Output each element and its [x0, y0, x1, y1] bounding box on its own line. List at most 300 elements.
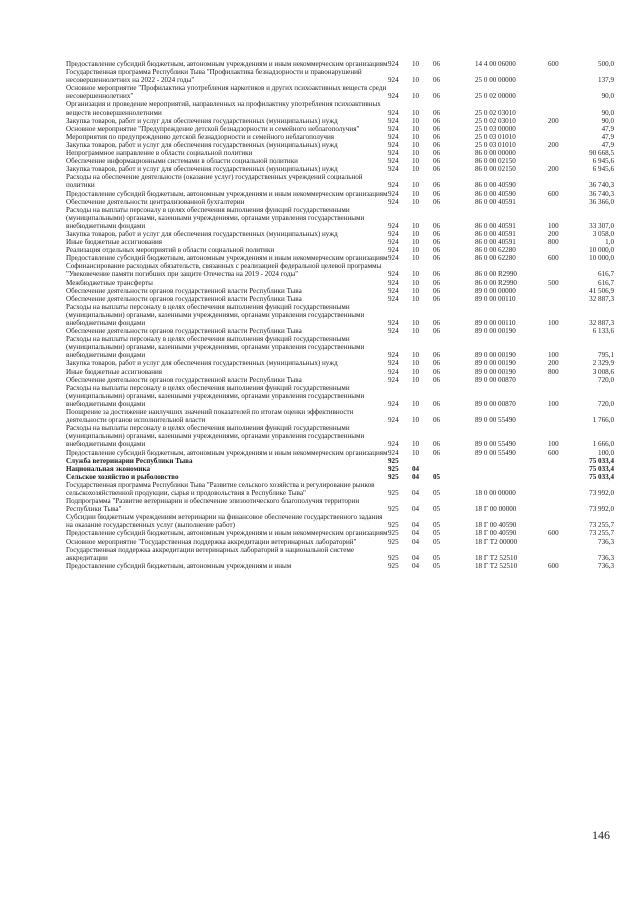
target-article-cell: 89 0 00 00870 [475, 375, 516, 384]
ministry-code-cell: 924 [388, 359, 399, 368]
amount-cell: 3 058,0 [592, 229, 614, 238]
subsection-code-cell [433, 465, 475, 473]
table-row [66, 60, 614, 68]
target-article-cell: 25 0 03 00000 [475, 124, 516, 133]
table-row [66, 384, 614, 408]
expense-name-cell: Предоставление субсидий бюджетным, автономным учреждениям и иным некоммерческим организациям [66, 189, 388, 198]
subsection-code-cell: 06 [433, 149, 441, 158]
table-row [66, 368, 614, 376]
expense-name-cell: Расходы на обеспечение деятельности (оказание услуг) государственных учреждений социальной политики [66, 173, 363, 190]
section-code-cell: 04 [412, 505, 420, 514]
amount-cell: 41 506,9 [589, 286, 614, 295]
amount-cell: 75 033,4 [589, 472, 614, 481]
expense-type-cell [548, 538, 579, 546]
expense-name-cell: Расходы на выплаты персоналу в целях обеспечения выполнения функций государственными (муниципальными) органами, казенными учреждениями, органами управления государственными внебюджетными фондами [66, 424, 365, 449]
ministry-code-cell: 925 [388, 561, 399, 570]
subsection-code-cell: 06 [433, 189, 441, 198]
subsection-code-cell: 05 [433, 521, 441, 530]
amount-cell: 6 945,6 [592, 157, 614, 166]
amount-cell: 10 000,0 [589, 246, 614, 255]
expense-type-cell: 100 [548, 399, 559, 408]
expense-name-cell: Государственная программа Республики Тыва "Развитие сельского хозяйства и регулирование рынков сельскохозяйственной продукции, сырья и продовольствия в Республике Тыва" [66, 480, 375, 497]
subsection-code-cell: 06 [433, 399, 441, 408]
table-row [66, 279, 614, 287]
expense-name-cell: Иные бюджетные ассигнования [66, 367, 163, 376]
expense-type-cell: 100 [548, 221, 559, 230]
subsection-code-cell: 06 [433, 319, 441, 327]
target-article-cell: 86 0 00 40591 [475, 197, 516, 206]
ministry-code-cell: 924 [388, 149, 399, 158]
target-article-cell: 89 0 00 00110 [475, 294, 516, 303]
target-article-cell: 86 0 00 R2990 [475, 270, 517, 279]
ministry-code-cell: 924 [388, 124, 399, 133]
section-code-cell: 10 [412, 416, 420, 425]
subsection-code-cell: 06 [433, 108, 441, 117]
target-article-cell: 89 0 00 55490 [475, 448, 516, 457]
subsection-code-cell: 06 [433, 238, 441, 247]
target-article-cell: 18 Г 00 40590 [475, 529, 517, 538]
target-article-cell: 89 0 00 55490 [475, 440, 516, 449]
ministry-code-cell: 925 [388, 464, 399, 473]
amount-cell: 90,0 [601, 108, 614, 117]
subsection-code-cell: 06 [433, 254, 441, 263]
expense-type-cell: 600 [548, 529, 559, 538]
table-row [66, 117, 614, 125]
ministry-code-cell: 925 [388, 472, 399, 481]
table-row [66, 562, 614, 570]
expense-name-cell: Служба ветеринарии Республики Тыва [66, 456, 193, 465]
expense-type-cell: 600 [548, 561, 559, 570]
amount-cell: 1 666,0 [592, 440, 614, 449]
table-row [66, 465, 614, 473]
expense-name-cell: Предоставление субсидий бюджетным, автономным учреждениям и иным [66, 561, 292, 570]
section-code-cell: 10 [412, 286, 420, 295]
amount-cell: 616,7 [598, 270, 614, 279]
expense-name-cell: Государственная поддержка аккредитации ветеринарных лабораторий в национальной системе аккредитации [66, 545, 355, 562]
target-article-cell [475, 465, 548, 473]
expense-type-cell: 200 [548, 229, 559, 238]
expense-type-cell [548, 125, 579, 133]
subsection-code-cell: 06 [433, 367, 441, 376]
subsection-code-cell: 06 [433, 375, 441, 384]
expense-name-cell: Сельское хозяйство и рыболовство [66, 472, 179, 481]
amount-cell: 90 668,5 [589, 149, 614, 158]
amount-cell: 3 008,6 [592, 367, 614, 376]
ministry-code-cell: 924 [388, 238, 399, 247]
subsection-code-cell: 06 [433, 294, 441, 303]
table-row [66, 190, 614, 198]
subsection-code-cell: 06 [433, 124, 441, 133]
ministry-code-cell: 924 [388, 319, 399, 327]
table-row [66, 141, 614, 149]
table-row [66, 473, 614, 481]
expense-type-cell: 500 [548, 278, 559, 287]
section-code-cell: 04 [412, 464, 420, 473]
subsection-code-cell: 06 [433, 246, 441, 255]
target-article-cell: 18 Г Т2 52510 [475, 561, 518, 570]
ministry-code-cell: 924 [388, 351, 399, 360]
expense-type-cell: 100 [548, 351, 559, 360]
target-article-cell: 25 0 02 00000 [475, 92, 516, 101]
section-code-cell: 10 [412, 294, 420, 303]
table-row [66, 198, 614, 206]
table-row [66, 295, 614, 303]
table-row [66, 424, 614, 448]
expense-name-cell: Расходы на выплаты персоналу в целях обеспечения выполнения функций государственными (муниципальными) органами, казенными учреждениями, органами управления государственными внебюджетными фондами [66, 383, 365, 408]
expense-name-cell: Закупка товаров, работ и услуг для обеспечения государственных (муниципальных) нужд [66, 140, 338, 149]
section-code-cell: 10 [412, 448, 420, 457]
expense-type-cell [548, 262, 579, 278]
ministry-code-cell: 924 [388, 108, 399, 117]
expense-type-cell [548, 376, 579, 384]
table-row [66, 173, 614, 189]
target-article-cell: 89 0 00 00190 [475, 359, 516, 368]
expense-name-cell: Основное мероприятие "Государственная поддержка аккредитации ветеринарных лабораторий" [66, 537, 357, 546]
subsection-code-cell: 06 [433, 165, 441, 174]
table-row [66, 68, 614, 84]
section-code-cell: 04 [412, 521, 420, 530]
ministry-code-cell: 924 [388, 60, 399, 68]
expense-name-cell: Обеспечение информационными системами в области социальной политики [66, 157, 298, 166]
section-code-cell: 10 [412, 197, 420, 206]
expense-name-cell: Закупка товаров, работ и услуг для обеспечения государственных (муниципальных) нужд [66, 229, 338, 238]
section-code-cell: 04 [412, 537, 420, 546]
ministry-code-cell: 924 [388, 327, 399, 336]
amount-cell: 73 255,7 [589, 521, 614, 530]
expense-type-cell [548, 100, 579, 116]
ministry-code-cell: 924 [388, 448, 399, 457]
ministry-code-cell: 924 [388, 416, 399, 425]
expense-name-cell: Софинансирование расходных обязательств, связанных с реализацией федеральной целевой программы "Увековечение памяти погибших при защите Отечества на 2019 - 2024 годы" [66, 262, 382, 279]
ministry-code-cell: 924 [388, 229, 399, 238]
target-article-cell: 89 0 00 00000 [475, 286, 516, 295]
target-article-cell: 25 0 03 01010 [475, 140, 516, 149]
section-code-cell: 10 [412, 238, 420, 247]
target-article-cell: 86 0 00 62280 [475, 254, 516, 263]
expense-name-cell: Закупка товаров, работ и услуг для обеспечения государственных (муниципальных) нужд [66, 359, 338, 368]
expense-type-cell: 200 [548, 359, 559, 368]
target-article-cell: 25 0 00 00000 [475, 76, 516, 85]
target-article-cell: 89 0 00 00110 [475, 319, 516, 327]
expense-type-cell [548, 465, 579, 473]
expense-name-cell: Организация и проведение мероприятий, направленных на профилактику употребления психоактивных веществ несовершеннолетними [66, 100, 381, 117]
amount-cell: 100,0 [598, 448, 614, 457]
target-article-cell: 89 0 00 00190 [475, 351, 516, 360]
target-article-cell: 18 Г 00 40590 [475, 521, 517, 530]
amount-cell: 75 033,4 [589, 464, 614, 473]
ministry-code-cell: 924 [388, 440, 399, 449]
expense-type-cell [548, 133, 579, 141]
amount-cell: 47,9 [601, 132, 614, 141]
amount-cell: 6 945,6 [592, 165, 614, 174]
expense-type-cell: 100 [548, 319, 559, 327]
subsection-code-cell: 06 [433, 181, 441, 190]
expense-type-cell: 200 [548, 165, 559, 174]
amount-cell: 720,0 [598, 399, 614, 408]
subsection-code-cell: 06 [433, 132, 441, 141]
page-number: 146 [592, 828, 610, 842]
subsection-code-cell: 05 [433, 488, 441, 497]
amount-cell: 10 000,0 [589, 254, 614, 263]
expense-type-cell [548, 157, 579, 165]
expense-type-cell: 800 [548, 367, 559, 376]
amount-cell: 137,9 [598, 76, 614, 85]
expense-type-cell [548, 473, 579, 481]
subsection-code-cell: 06 [433, 270, 441, 279]
target-article-cell: 86 0 00 40591 [475, 238, 516, 247]
amount-cell: 36 740,3 [589, 181, 614, 190]
section-code-cell: 04 [412, 488, 420, 497]
target-article-cell: 86 0 00 40590 [475, 189, 516, 198]
expense-type-cell [548, 327, 579, 335]
section-code-cell: 04 [412, 472, 420, 481]
ministry-code-cell: 924 [388, 399, 399, 408]
subsection-code-cell: 06 [433, 440, 441, 449]
budget-table-body [66, 60, 614, 570]
expense-name-cell: Реализация отдельных мероприятий в области социальной политики [66, 246, 275, 255]
target-article-cell: 18 Г 00 00000 [475, 505, 517, 514]
expense-name-cell: Расходы на выплаты персоналу в целях обеспечения выполнения функций государственными (муниципальными) органами, казенными учреждениями, органами управления государственными внебюджетными фондами [66, 205, 365, 230]
subsection-code-cell: 05 [433, 529, 441, 538]
ministry-code-cell: 925 [388, 553, 399, 562]
expense-name-cell: Иные бюджетные ассигнования [66, 238, 163, 247]
table-row [66, 327, 614, 335]
expense-type-cell [548, 246, 579, 254]
table-row [66, 287, 614, 295]
section-code-cell: 04 [412, 553, 420, 562]
amount-cell: 736,3 [598, 561, 614, 570]
ministry-code-cell: 925 [388, 456, 399, 465]
expense-name-cell: Обеспечение деятельности органов государственной власти Республики Тыва [66, 286, 302, 295]
table-row [66, 133, 614, 141]
section-code-cell: 10 [412, 132, 420, 141]
expense-type-cell [548, 68, 579, 84]
expense-name-cell: Обеспечение деятельности органов государственной власти Республики Тыва [66, 327, 302, 336]
subsection-code-cell: 05 [433, 561, 441, 570]
expense-type-cell: 600 [548, 60, 559, 68]
subsection-code-cell: 06 [433, 327, 441, 336]
ministry-code-cell: 924 [388, 294, 399, 303]
ministry-code-cell: 924 [388, 132, 399, 141]
expense-name-cell: Закупка товаров, работ и услуг для обеспечения государственных (муниципальных) нужд [66, 116, 338, 125]
table-row [66, 84, 614, 100]
ministry-code-cell: 924 [388, 197, 399, 206]
target-article-cell: 86 0 00 02150 [475, 165, 516, 174]
amount-cell: 795,1 [598, 351, 614, 360]
amount-cell: 1 766,0 [592, 416, 614, 425]
subsection-code-cell: 06 [433, 359, 441, 368]
subsection-code-cell: 06 [433, 76, 441, 85]
target-article-cell: 18 Г Т2 52510 [475, 553, 518, 562]
expense-name-cell: Предоставление субсидий бюджетным, автономным учреждениям и иным некоммерческим организациям [66, 448, 388, 457]
ministry-code-cell: 925 [388, 488, 399, 497]
section-code-cell: 10 [412, 157, 420, 166]
table-row [66, 529, 614, 537]
expense-type-cell [548, 287, 579, 295]
subsection-code-cell: 05 [433, 472, 441, 481]
target-article-cell: 86 0 00 40590 [475, 181, 516, 190]
section-code-cell: 10 [412, 60, 420, 68]
expense-name-cell: Субсидии бюджетным учреждениям ветеринарии на финансовое обеспечение государственного задания на оказание государственных услуг (выполнение работ) [66, 513, 383, 530]
expense-type-cell [548, 149, 579, 157]
table-row [66, 238, 614, 246]
amount-cell: 33 307,0 [589, 221, 614, 230]
expense-name-cell: Поощрение за достижение наилучших значений показателей по итогам оценки эффективности деятельности органов исполнительной власти [66, 408, 354, 425]
section-code-cell: 10 [412, 367, 420, 376]
target-article-cell: 89 0 00 00190 [475, 327, 516, 336]
section-code-cell [412, 457, 433, 465]
subsection-code-cell: 06 [433, 60, 441, 68]
section-code-cell: 10 [412, 76, 420, 85]
table-row [66, 246, 614, 254]
amount-cell: 73 992,0 [589, 488, 614, 497]
amount-cell: 32 887,3 [589, 319, 614, 327]
subsection-code-cell: 06 [433, 416, 441, 425]
table-row [66, 125, 614, 133]
ministry-code-cell: 924 [388, 181, 399, 190]
target-article-cell: 89 0 00 00190 [475, 367, 516, 376]
target-article-cell: 86 0 00 02150 [475, 157, 516, 166]
table-row [66, 538, 614, 546]
subsection-code-cell: 06 [433, 221, 441, 230]
table-row [66, 408, 614, 424]
expense-type-cell [548, 198, 579, 206]
amount-cell: 32 887,3 [589, 294, 614, 303]
expense-name-cell: Основное мероприятие "Профилактика употребления наркотиков и других психоактивных веществ среди несовершеннолетних" [66, 84, 387, 101]
amount-cell: 736,3 [598, 553, 614, 562]
amount-cell: 736,3 [598, 537, 614, 546]
table-row [66, 376, 614, 384]
expense-type-cell: 600 [548, 254, 559, 263]
expense-name-cell: Расходы на выплаты персоналу в целях обеспечения выполнения функций государственными (муниципальными) органами, казенными учреждениями, органами управления государственными внебюджетными фондами [66, 335, 365, 360]
section-code-cell: 04 [412, 529, 420, 538]
amount-cell: 75 033,4 [589, 456, 614, 465]
subsection-code-cell [433, 457, 475, 465]
amount-cell: 616,7 [598, 278, 614, 287]
expense-name-cell: Расходы на выплаты персоналу в целях обеспечения выполнения функций государственными (муниципальными) органами, казенными учреждениями, органами управления государственными внебюджетными фондами [66, 302, 365, 327]
table-row [66, 457, 614, 465]
expense-name-cell: Обеспечение деятельности органов государственной власти Республики Тыва [66, 375, 302, 384]
expense-name-cell: Непрограммное направление в области социальной политики [66, 149, 253, 158]
section-code-cell: 10 [412, 278, 420, 287]
section-code-cell: 10 [412, 375, 420, 384]
section-code-cell: 10 [412, 399, 420, 408]
ministry-code-cell: 924 [388, 254, 399, 263]
ministry-code-cell: 925 [388, 505, 399, 514]
section-code-cell: 10 [412, 165, 420, 174]
section-code-cell: 10 [412, 229, 420, 238]
amount-cell: 73 255,7 [589, 529, 614, 538]
section-code-cell: 10 [412, 189, 420, 198]
expense-type-cell [548, 546, 579, 562]
target-article-cell: 86 0 00 62280 [475, 246, 516, 255]
table-row [66, 359, 614, 367]
ministry-code-cell: 924 [388, 367, 399, 376]
section-code-cell: 10 [412, 359, 420, 368]
table-row [66, 481, 614, 497]
expense-name-cell: Подпрограмма "Развитие ветеринарии и обеспечение эпизоотического благополучия территории Республики Тыва" [66, 497, 360, 514]
section-code-cell: 10 [412, 327, 420, 336]
expense-type-cell [548, 408, 579, 424]
section-code-cell: 10 [412, 124, 420, 133]
ministry-code-cell: 924 [388, 165, 399, 174]
expense-type-cell [548, 295, 579, 303]
expense-type-cell [548, 513, 579, 529]
target-article-cell: 86 0 00 00000 [475, 149, 516, 158]
target-article-cell: 86 0 00 R2990 [475, 278, 517, 287]
table-row [66, 165, 614, 173]
subsection-code-cell: 06 [433, 116, 441, 125]
subsection-code-cell: 05 [433, 505, 441, 514]
ministry-code-cell: 924 [388, 375, 399, 384]
expense-name-cell: Мероприятия по предупреждению детской безнадзорности и семейного неблагополучия [66, 132, 335, 141]
subsection-code-cell: 06 [433, 351, 441, 360]
expense-type-cell: 200 [548, 140, 559, 149]
amount-cell: 36 740,3 [589, 189, 614, 198]
budget-allocation-table [66, 60, 614, 570]
table-row [66, 546, 614, 562]
table-row [66, 513, 614, 529]
ministry-code-cell: 924 [388, 189, 399, 198]
subsection-code-cell: 06 [433, 92, 441, 101]
expense-name-cell: Национальная экономика [66, 464, 151, 473]
ministry-code-cell: 925 [388, 521, 399, 530]
subsection-code-cell: 06 [433, 140, 441, 149]
section-code-cell: 10 [412, 270, 420, 279]
expense-name-cell: Предоставление субсидий бюджетным, автономным учреждениям и иным некоммерческим организациям [66, 529, 388, 538]
expense-name-cell: Государственная программа Республики Тыва "Профилактика безнадзорности и правонарушений несовершеннолетних на 2022 - 2024 годы" [66, 68, 362, 85]
expense-type-cell [548, 84, 579, 100]
amount-cell: 36 366,0 [589, 197, 614, 206]
section-code-cell: 04 [412, 561, 420, 570]
subsection-code-cell: 05 [433, 537, 441, 546]
target-article-cell: 25 0 02 03010 [475, 116, 516, 125]
subsection-code-cell: 05 [433, 553, 441, 562]
target-article-cell [475, 457, 548, 465]
target-article-cell: 89 0 00 55490 [475, 416, 516, 425]
subsection-code-cell: 06 [433, 157, 441, 166]
expense-name-cell: Основное мероприятие "Предупреждение детской безнадзорности и семейного неблагополучия" [66, 124, 360, 133]
ministry-code-cell: 924 [388, 246, 399, 255]
target-article-cell: 18 0 00 00000 [475, 488, 516, 497]
expense-name-cell: Обеспечение деятельности органов государственной власти Республики Тыва [66, 294, 302, 303]
target-article-cell: 86 0 00 40591 [475, 229, 516, 238]
ministry-code-cell: 924 [388, 270, 399, 279]
table-row [66, 157, 614, 165]
table-row [66, 149, 614, 157]
section-code-cell: 10 [412, 108, 420, 117]
amount-cell: 6 133,6 [592, 327, 614, 336]
target-article-cell [475, 473, 548, 481]
expense-name-cell: Межбюджетные трансферты [66, 278, 153, 287]
expense-type-cell [548, 457, 579, 465]
section-code-cell: 10 [412, 181, 420, 190]
ministry-code-cell: 924 [388, 278, 399, 287]
ministry-code-cell: 924 [388, 221, 399, 230]
ministry-code-cell: 924 [388, 286, 399, 295]
section-code-cell: 10 [412, 149, 420, 158]
target-article-cell: 25 0 03 01010 [475, 132, 516, 141]
amount-cell: 500,0 [598, 60, 614, 68]
ministry-code-cell: 924 [388, 157, 399, 166]
table-row [66, 100, 614, 116]
table-row [66, 254, 614, 262]
table-row [66, 497, 614, 513]
amount-cell: 73 992,0 [589, 505, 614, 514]
ministry-code-cell: 924 [388, 140, 399, 149]
subsection-code-cell: 06 [433, 197, 441, 206]
section-code-cell: 10 [412, 140, 420, 149]
